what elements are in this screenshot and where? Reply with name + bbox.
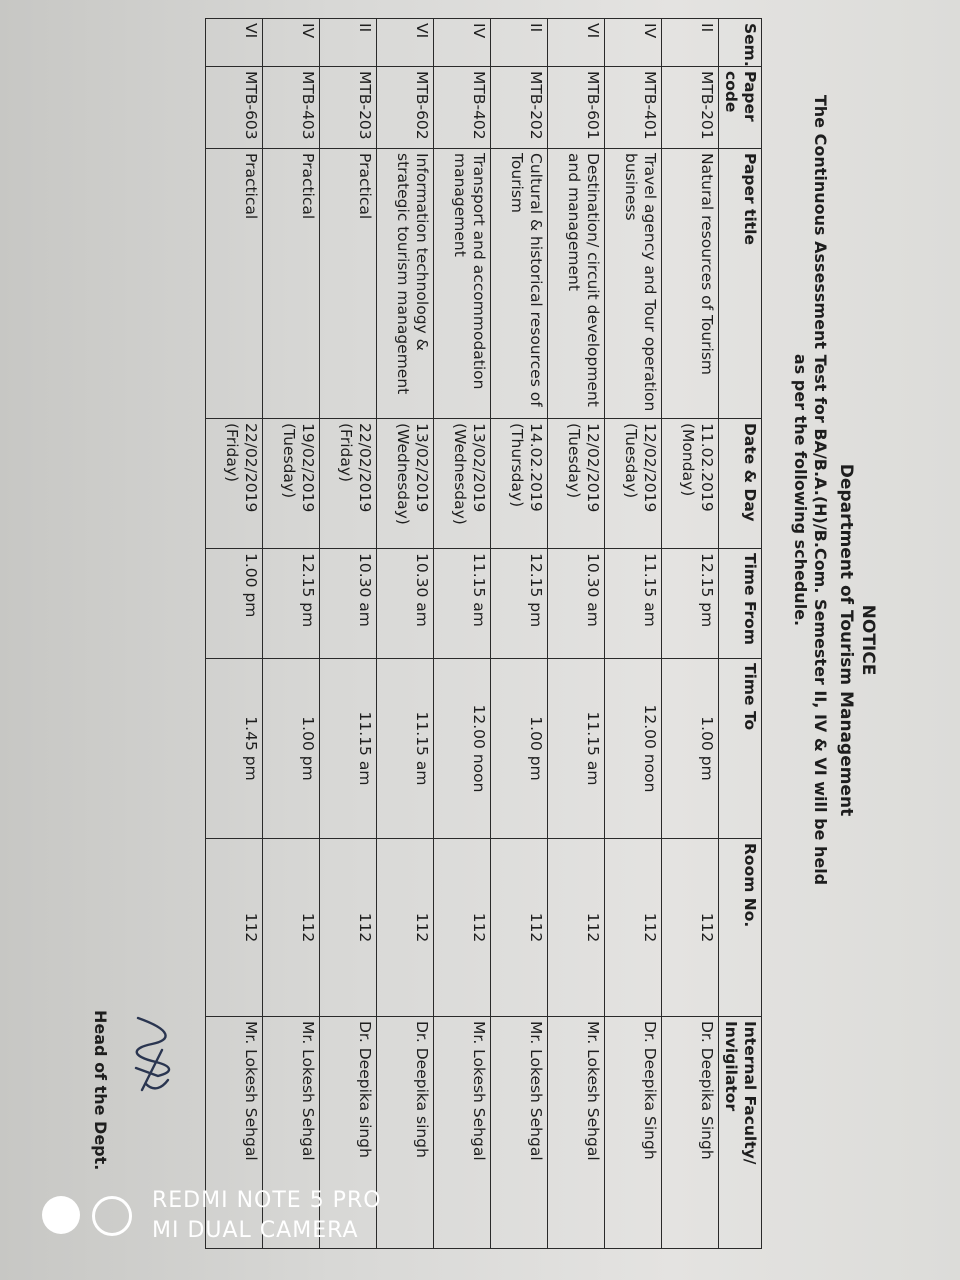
cell-sem: VI: [206, 19, 263, 67]
cell-time-from: 12.15 pm: [263, 549, 320, 659]
cell-paper-code: MTB-602: [377, 67, 434, 149]
table-row: [662, 19, 719, 1249]
watermark-text: [152, 1186, 382, 1246]
cell-room-no: 112: [605, 839, 662, 1017]
cell-invigilator: Dr. Deepika singh: [320, 1017, 377, 1249]
cell-paper-code: MTB-203: [320, 67, 377, 149]
watermark-line2: MI DUAL CAMERA: [152, 1218, 359, 1243]
cell-room-no: 112: [491, 839, 548, 1017]
table-row: [605, 19, 662, 1249]
cell-paper-title: Destination/ circuit development and management: [548, 149, 605, 419]
cell-paper-title: Practical: [206, 149, 263, 419]
cell-time-from: 11.15 am: [434, 549, 491, 659]
cell-time-to: 12.00 noon: [605, 659, 662, 839]
cell-sem: VI: [377, 19, 434, 67]
cell-time-to: 1.45 pm: [206, 659, 263, 839]
cell-time-from: 12.15 pm: [662, 549, 719, 659]
cell-paper-title: Travel agency and Tour operation business: [605, 149, 662, 419]
signature-icon: [122, 1010, 182, 1110]
cell-paper-code: MTB-201: [662, 67, 719, 149]
cell-time-to: 12.00 noon: [434, 659, 491, 839]
cell-paper-code: MTB-402: [434, 67, 491, 149]
cell-room-no: 112: [263, 839, 320, 1017]
cell-date-day: 19/02/2019 (Tuesday): [263, 419, 320, 549]
cell-date-day: 13/02/2019 (Wednesday): [377, 419, 434, 549]
cell-paper-title: Practical: [263, 149, 320, 419]
header-date-day: Date & Day: [719, 419, 762, 549]
cell-paper-title: Transport and accommodation management: [434, 149, 491, 419]
watermark-line1: REDMI NOTE 5 PRO: [152, 1188, 382, 1213]
cell-time-to: 11.15 am: [320, 659, 377, 839]
cell-room-no: 112: [320, 839, 377, 1017]
department-title: Department of Tourism Management: [836, 463, 856, 817]
cell-paper-title: Natural resources of Tourism: [662, 149, 719, 419]
table-row: [206, 19, 263, 1249]
cell-date-day: 22/02/2019 (Friday): [320, 419, 377, 549]
table-header-row: [719, 19, 762, 1249]
table-row: [491, 19, 548, 1249]
table-row: [377, 19, 434, 1249]
notice-title: NOTICE: [858, 604, 878, 676]
table-row: [548, 19, 605, 1249]
cell-sem: VI: [548, 19, 605, 67]
table-row: [263, 19, 320, 1249]
cell-paper-code: MTB-601: [548, 67, 605, 149]
header-time-to: Time To: [719, 659, 762, 839]
cell-paper-title: Cultural & historical resources of Tourism: [491, 149, 548, 419]
cell-room-no: 112: [662, 839, 719, 1017]
cell-time-to: 1.00 pm: [263, 659, 320, 839]
cell-invigilator: Dr. Deepika singh: [377, 1017, 434, 1249]
header-sem: Sem.: [719, 19, 762, 67]
cell-invigilator: Mr. Lokesh Sehgal: [548, 1017, 605, 1249]
cell-invigilator: Mr. Lokesh Sehgal: [434, 1017, 491, 1249]
cell-date-day: 12/02/2019 (Tuesday): [605, 419, 662, 549]
cell-time-from: 11.15 am: [605, 549, 662, 659]
cell-time-from: 10.30 am: [320, 549, 377, 659]
dual-camera-icon: [42, 1196, 132, 1236]
cell-sem: II: [662, 19, 719, 67]
cell-date-day: 14.02.2019 (Thursday): [491, 419, 548, 549]
cell-date-day: 22/02/2019 (Friday): [206, 419, 263, 549]
cell-date-day: 13/02/2019 (Wednesday): [434, 419, 491, 549]
cell-time-from: 1.00 pm: [206, 549, 263, 659]
cell-room-no: 112: [377, 839, 434, 1017]
cell-time-from: 10.30 am: [548, 549, 605, 659]
cell-sem: IV: [605, 19, 662, 67]
schedule-table: [205, 18, 762, 1249]
cell-invigilator: Dr. Deepika Singh: [605, 1017, 662, 1249]
cell-sem: IV: [434, 19, 491, 67]
cell-date-day: 12/02/2019 (Tuesday): [548, 419, 605, 549]
cell-time-to: 1.00 pm: [662, 659, 719, 839]
cell-paper-code: MTB-401: [605, 67, 662, 149]
cell-paper-title: Practical: [320, 149, 377, 419]
cell-date-day: 11.02.2019 (Monday): [662, 419, 719, 549]
signatory-label: Head of the Dept.: [91, 1010, 110, 1171]
table-row: [434, 19, 491, 1249]
cell-sem: IV: [263, 19, 320, 67]
cell-sem: II: [320, 19, 377, 67]
cell-invigilator: Mr. Lokesh Sehgal: [491, 1017, 548, 1249]
cell-room-no: 112: [548, 839, 605, 1017]
cell-invigilator: Dr. Deepika Singh: [662, 1017, 719, 1249]
cell-time-to: 1.00 pm: [491, 659, 548, 839]
table-row: [320, 19, 377, 1249]
header-time-from: Time From: [719, 549, 762, 659]
cell-time-from: 12.15 pm: [491, 549, 548, 659]
cell-room-no: 112: [206, 839, 263, 1017]
cell-room-no: 112: [434, 839, 491, 1017]
header-paper-title: Paper title: [719, 149, 762, 419]
cell-invigilator: Mr. Lokesh Sehgal: [263, 1017, 320, 1249]
header-room-no: Room No.: [719, 839, 762, 1017]
header-invigilator: Internal Faculty/ Invigilator: [719, 1017, 762, 1249]
cell-paper-code: MTB-403: [263, 67, 320, 149]
cell-paper-code: MTB-202: [491, 67, 548, 149]
notice-intro: The Continuous Assessment Test for BA/B.A.(H)/B.Com. Semester II, IV & VI will be held as per the following schedule.: [791, 94, 830, 886]
cell-sem: II: [491, 19, 548, 67]
cell-paper-title: Information technology & strategic tourism management: [377, 149, 434, 419]
header-paper-code: Paper code: [719, 67, 762, 149]
cell-time-from: 10.30 am: [377, 549, 434, 659]
cell-invigilator: Mr. Lokesh Sehgal: [206, 1017, 263, 1249]
cell-paper-code: MTB-603: [206, 67, 263, 149]
cell-time-to: 11.15 am: [377, 659, 434, 839]
cell-time-to: 11.15 am: [548, 659, 605, 839]
